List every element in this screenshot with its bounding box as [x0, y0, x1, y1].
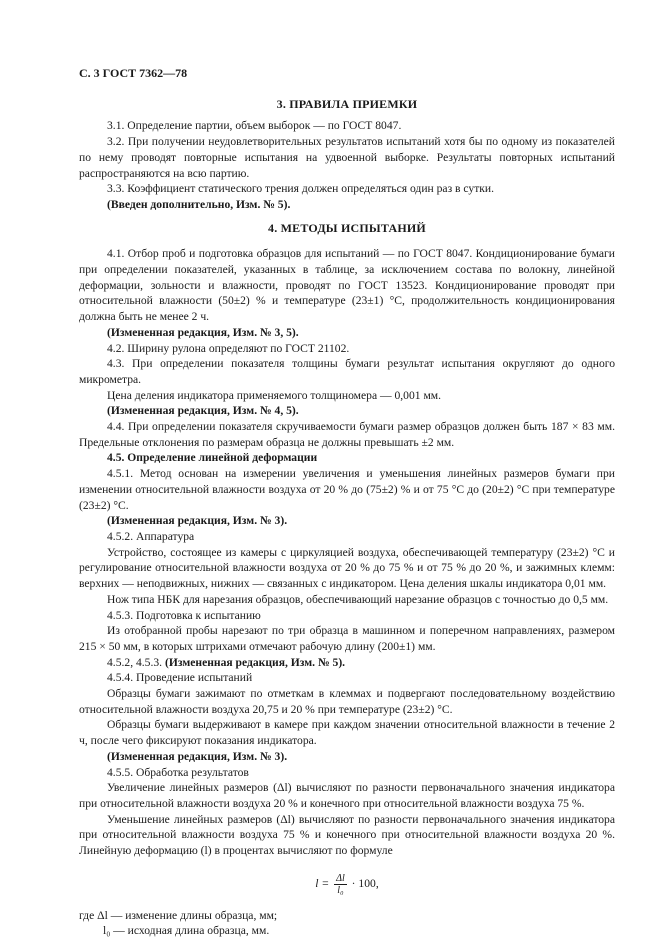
formula-fraction — [334, 873, 347, 896]
paragraph-4-5-5: 4.5.5. Обработка результатов — [107, 765, 249, 779]
amendment-note: (Измененная редакция, Изм. № 3, 5). — [107, 325, 299, 339]
paragraph-4-3b: Цена деления индикатора применяемого толщиномера — 0,001 мм. — [107, 388, 442, 402]
amendment-note: (Измененная редакция, Изм. № 3). — [107, 514, 288, 528]
formula-lhs: l = — [315, 876, 330, 890]
amendment-note: (Введен дополнительно, Изм. № 5). — [107, 197, 291, 211]
paragraph-4-5: 4.5. Определение линейной деформации — [107, 451, 318, 465]
paragraph-4-5-3a: Из отобранной пробы нарезают по три образца в машинном и поперечном направлениях, размером 215 × 50 мм, в которых штрихами отмечают рабочую длину (200±1) мм. — [79, 624, 615, 653]
paragraph-4-5-4a: Образцы бумаги зажимают по отметкам в клеммах и подвергают последовательному воздействию относительной влажности воздуха 20,75 и 20 % при температуре (23±2) °С. — [79, 687, 615, 716]
amendment-note-4-5-2-4-5-3 — [79, 655, 615, 671]
formula-rhs: · 100, — [351, 876, 379, 890]
paragraph-4-5-5b: Уменьшение линейных размеров (Δl) вычисляют по разности первоначального значения индикатора при относительной влажности воздуха 75 % и конечного при относительной влажности воздуха 20 %. Линейную деформацию (l) в процентах вычисляют по формуле — [79, 812, 615, 858]
amendment-ref: 4.5.2, 4.5.3. — [107, 655, 163, 669]
page-header: С. 3 ГОСТ 7362—78 — [79, 66, 188, 80]
definition-delta-l: где Δl — изменение длины образца, мм; — [79, 908, 278, 922]
paragraph-4-5-2b: Нож типа НБК для нарезания образцов, обеспечивающий нарезание образцов с точностью до 0,5 мм. — [107, 592, 609, 606]
paragraph-4-2: 4.2. Ширину рулона определяют по ГОСТ 21102. — [107, 341, 350, 355]
paragraph-3-3: 3.3. Коэффициент статического трения должен определяться один раз в сутки. — [107, 182, 495, 196]
deformation-formula — [79, 873, 615, 896]
paragraph-4-4: 4.4. При определении показателя скручиваемости бумаги размер образцов должен быть 187 × 83 мм. Предельные отклонения по размерам образца не должны превышать ±2 мм. — [79, 420, 615, 449]
paragraph-4-5-1: 4.5.1. Метод основан на измерении увеличения и уменьшения линейных размеров бумаги при изменении относительной влажности воздуха от 20 % до (75±2) % и от 75 °С до (20±2) °С при температуре (23±2) °С. — [79, 467, 615, 512]
formula-numerator: Δl — [336, 872, 345, 884]
paragraph-4-5-5a: Увеличение линейных размеров (Δl) вычисляют по разности первоначального значения индикатора при относительной влажности воздуха 20 % и конечного при относительной влажности воздуха 75 %. — [79, 781, 615, 810]
paragraph-4-5-2a: Устройство, состоящее из камеры с циркуляцией воздуха, обеспечивающей температуру (23±2) °С и регулирование относительной влажности воздуха от 20 % до 75 % и от 75 % до 20 %, и зажимных клемм: верхних — неподвижных, нижних — связанных с индикатором. Цена деления шкалы индикатора 0,01 мм. — [79, 545, 615, 591]
amendment-note: (Измененная редакция, Изм. № 4, 5). — [107, 404, 299, 418]
amendment-note: (Измененная редакция, Изм. № 3). — [107, 749, 288, 763]
paragraph-4-3: 4.3. При определении показателя толщины бумаги результат испытания округляют до одного микрометра. — [79, 357, 615, 386]
paragraph-4-5-3: 4.5.3. Подготовка к испытанию — [107, 608, 261, 622]
formula-denominator: l₀ — [337, 884, 344, 896]
paragraph-3-1: 3.1. Определение партии, объем выборок — по ГОСТ 8047. — [107, 119, 402, 133]
definition-l0: l₀ — исходная длина образца, мм. — [103, 924, 270, 938]
section-4-title: 4. МЕТОДЫ ИСПЫТАНИЙ — [268, 220, 426, 235]
amendment-text: (Измененная редакция, Изм. № 5). — [164, 655, 346, 669]
paragraph-4-1: 4.1. Отбор проб и подготовка образцов для испытаний — по ГОСТ 8047. Кондиционирование бумаги при определении показателей, указанных в таблице, за исключением состава по волокну, линейной деформации, зольности и влажности, проводят по ГОСТ 13523. Кондиционирование проводят при относительной влажности (50±2) % и температуре (23±1) °С, продолжительность кондиционирования должна быть не менее 2 ч. — [79, 247, 615, 324]
section-3-title: 3. ПРАВИЛА ПРИЕМКИ — [276, 96, 418, 111]
formula-definitions — [79, 908, 615, 939]
paragraph-4-5-4: 4.5.4. Проведение испытаний — [107, 671, 253, 685]
paragraph-3-2: 3.2. При получении неудовлетворительных результатов испытаний хотя бы по одному из показателей по нему проводят повторные испытания на удвоенной выборке. Результаты повторных испытаний распространяются на всю партию. — [79, 135, 615, 180]
paragraph-4-5-4b: Образцы бумаги выдерживают в камере при каждом значении относительной влажности в течение 2 ч, после чего фиксируют показания индикатора. — [79, 718, 615, 748]
paragraph-4-5-2: 4.5.2. Аппаратура — [107, 529, 195, 543]
